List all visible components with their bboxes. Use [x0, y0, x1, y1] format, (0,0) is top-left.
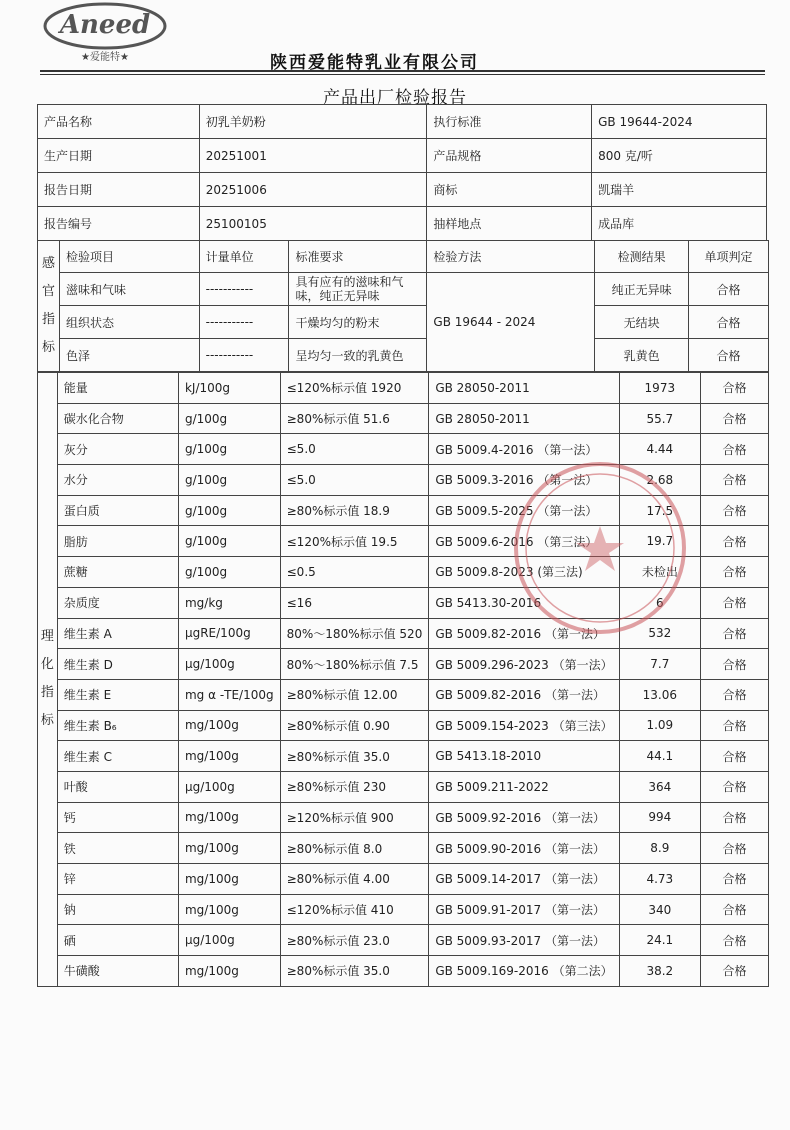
item-verdict: 合格 [701, 618, 769, 649]
item-verdict: 合格 [701, 526, 769, 557]
item-unit: mg α -TE/100g [178, 679, 280, 710]
table-row [38, 339, 769, 372]
item-method: GB 5009.5-2025 （第一法） [429, 495, 619, 526]
item-result: 17.5 [619, 495, 700, 526]
item-result: 340 [619, 894, 700, 925]
logo-wordmark: Aneed [59, 10, 151, 40]
table-row [38, 864, 769, 895]
item-result: 2.68 [619, 465, 700, 496]
item-name: 滋味和气味 [59, 273, 199, 306]
item-verdict: 合格 [701, 495, 769, 526]
item-unit: μg/100g [178, 771, 280, 802]
item-requirement: ≥80%标示值 18.9 [280, 495, 429, 526]
item-requirement: ≤120%标示值 410 [280, 894, 429, 925]
item-name: 水分 [57, 465, 178, 496]
item-unit: μgRE/100g [178, 618, 280, 649]
item-name: 维生素 D [57, 649, 178, 680]
item-result: 1973 [619, 373, 700, 404]
info-label: 商标 [427, 173, 592, 207]
table-row [38, 741, 769, 772]
table-row [38, 306, 769, 339]
item-requirement: ≥80%标示值 0.90 [280, 710, 429, 741]
table-row [38, 403, 769, 434]
item-name: 脂肪 [57, 526, 178, 557]
item-result: 无结块 [595, 306, 689, 339]
item-requirement: 呈均匀一致的乳黄色 [289, 339, 427, 372]
item-name: 铁 [57, 833, 178, 864]
item-result: 994 [619, 802, 700, 833]
item-unit: g/100g [178, 434, 280, 465]
item-name: 色泽 [59, 339, 199, 372]
item-method: GB 5009.3-2016 （第一法） [429, 465, 619, 496]
info-value: 800 克/听 [592, 139, 767, 173]
item-method: GB 28050-2011 [429, 373, 619, 404]
item-method: GB 5009.82-2016 （第一法） [429, 618, 619, 649]
item-verdict: 合格 [701, 802, 769, 833]
item-result: 1.09 [619, 710, 700, 741]
table-row [38, 649, 769, 680]
item-requirement: 具有应有的滋味和气味，纯正无异味 [289, 273, 427, 306]
table-row [38, 956, 769, 987]
item-result: 4.73 [619, 864, 700, 895]
item-name: 钙 [57, 802, 178, 833]
info-row [38, 105, 767, 139]
item-requirement: ≤5.0 [280, 434, 429, 465]
item-result: 55.7 [619, 403, 700, 434]
item-name: 钠 [57, 894, 178, 925]
header-rule-thin [40, 74, 765, 75]
item-name: 锌 [57, 864, 178, 895]
item-requirement: ≤16 [280, 587, 429, 618]
info-value: 20251001 [199, 139, 427, 173]
item-unit: mg/100g [178, 741, 280, 772]
info-label: 抽样地点 [427, 207, 592, 241]
item-verdict: 合格 [701, 956, 769, 987]
info-label: 报告日期 [38, 173, 200, 207]
item-name: 维生素 B₆ [57, 710, 178, 741]
item-requirement: ≥80%标示值 8.0 [280, 833, 429, 864]
table-row [38, 373, 769, 404]
physchem-section-label: 理化指标 [38, 373, 58, 987]
item-requirement: ≥80%标示值 51.6 [280, 403, 429, 434]
item-verdict: 合格 [701, 741, 769, 772]
item-method: GB 5413.30-2016 [429, 587, 619, 618]
item-name: 维生素 C [57, 741, 178, 772]
item-verdict: 合格 [689, 339, 769, 372]
item-requirement: ≥80%标示值 230 [280, 771, 429, 802]
item-unit: g/100g [178, 526, 280, 557]
item-unit: ----------- [199, 306, 289, 339]
product-info-table [37, 104, 767, 241]
item-result: 38.2 [619, 956, 700, 987]
item-unit: μg/100g [178, 649, 280, 680]
item-name: 组织状态 [59, 306, 199, 339]
sensory-section-label: 感官指标 [38, 241, 60, 372]
item-name: 维生素 A [57, 618, 178, 649]
item-verdict: 合格 [689, 306, 769, 339]
item-requirement: ≥80%标示值 4.00 [280, 864, 429, 895]
item-result: 8.9 [619, 833, 700, 864]
company-name: 陕西爱能特乳业有限公司 [270, 53, 479, 73]
item-requirement: ≥80%标示值 35.0 [280, 956, 429, 987]
item-name: 灰分 [57, 434, 178, 465]
table-row [38, 273, 769, 306]
item-requirement: 80%～180%标示值 7.5 [280, 649, 429, 680]
item-requirement: ≥80%标示值 35.0 [280, 741, 429, 772]
item-requirement: ≥80%标示值 23.0 [280, 925, 429, 956]
item-method: GB 5009.90-2016 （第一法） [429, 833, 619, 864]
item-result: 19.7 [619, 526, 700, 557]
table-row [38, 833, 769, 864]
item-unit: g/100g [178, 465, 280, 496]
item-unit: kJ/100g [178, 373, 280, 404]
item-unit: mg/100g [178, 710, 280, 741]
item-unit: mg/100g [178, 864, 280, 895]
info-label: 执行标准 [427, 105, 592, 139]
table-row [38, 802, 769, 833]
item-method: GB 5009.91-2017 （第一法） [429, 894, 619, 925]
item-result: 7.7 [619, 649, 700, 680]
item-method: GB 5413.18-2010 [429, 741, 619, 772]
item-unit: mg/100g [178, 802, 280, 833]
report-title: 产品出厂检验报告 [323, 88, 467, 108]
item-verdict: 合格 [701, 894, 769, 925]
header-result: 检测结果 [595, 241, 689, 273]
item-result: 364 [619, 771, 700, 802]
item-requirement: ≤120%标示值 19.5 [280, 526, 429, 557]
table-row [38, 679, 769, 710]
item-unit: μg/100g [178, 925, 280, 956]
item-verdict: 合格 [701, 587, 769, 618]
item-requirement: ≤0.5 [280, 557, 429, 588]
info-row [38, 173, 767, 207]
info-value: 20251006 [199, 173, 427, 207]
item-name: 碳水化合物 [57, 403, 178, 434]
item-unit: g/100g [178, 557, 280, 588]
item-method: GB 28050-2011 [429, 403, 619, 434]
item-requirement: ≥80%标示值 12.00 [280, 679, 429, 710]
item-method: GB 5009.6-2016 （第三法） [429, 526, 619, 557]
item-result: 44.1 [619, 741, 700, 772]
item-unit: ----------- [199, 339, 289, 372]
sensory-method: GB 19644 - 2024 [427, 273, 595, 372]
info-label: 生产日期 [38, 139, 200, 173]
item-method: GB 5009.296-2023 （第一法） [429, 649, 619, 680]
info-value: GB 19644-2024 [592, 105, 767, 139]
item-requirement: 干燥均匀的粉末 [289, 306, 427, 339]
item-name: 蛋白质 [57, 495, 178, 526]
sensory-table [37, 240, 769, 372]
item-method: GB 5009.14-2017 （第一法） [429, 864, 619, 895]
item-method: GB 5009.154-2023 （第三法） [429, 710, 619, 741]
item-verdict: 合格 [701, 557, 769, 588]
item-requirement: ≥120%标示值 900 [280, 802, 429, 833]
item-unit: g/100g [178, 495, 280, 526]
item-unit: mg/100g [178, 956, 280, 987]
item-unit: mg/kg [178, 587, 280, 618]
item-verdict: 合格 [701, 465, 769, 496]
item-name: 牛磺酸 [57, 956, 178, 987]
item-verdict: 合格 [689, 273, 769, 306]
item-verdict: 合格 [701, 434, 769, 465]
info-value: 初乳羊奶粉 [199, 105, 427, 139]
item-result: 纯正无异味 [595, 273, 689, 306]
logo-subtext: ★爱能特★ [81, 52, 129, 63]
info-label: 产品规格 [427, 139, 592, 173]
table-row [38, 925, 769, 956]
info-row [38, 139, 767, 173]
item-name: 能量 [57, 373, 178, 404]
table-row [38, 710, 769, 741]
header-verdict: 单项判定 [689, 241, 769, 273]
item-method: GB 5009.169-2016 （第二法） [429, 956, 619, 987]
item-verdict: 合格 [701, 771, 769, 802]
company-logo [40, 0, 170, 66]
header-rule [40, 70, 765, 72]
item-unit: mg/100g [178, 894, 280, 925]
item-requirement: ≤120%标示值 1920 [280, 373, 429, 404]
info-value: 25100105 [199, 207, 427, 241]
item-verdict: 合格 [701, 925, 769, 956]
item-method: GB 5009.93-2017 （第一法） [429, 925, 619, 956]
item-method: GB 5009.92-2016 （第一法） [429, 802, 619, 833]
item-verdict: 合格 [701, 649, 769, 680]
item-verdict: 合格 [701, 373, 769, 404]
table-row [38, 771, 769, 802]
table-row [38, 894, 769, 925]
item-result: 6 [619, 587, 700, 618]
item-unit: g/100g [178, 403, 280, 434]
item-name: 维生素 E [57, 679, 178, 710]
item-method: GB 5009.211-2022 [429, 771, 619, 802]
item-name: 叶酸 [57, 771, 178, 802]
info-label: 报告编号 [38, 207, 200, 241]
item-requirement: ≤5.0 [280, 465, 429, 496]
info-value: 成品库 [592, 207, 767, 241]
item-name: 杂质度 [57, 587, 178, 618]
info-value: 凯瑞羊 [592, 173, 767, 207]
item-verdict: 合格 [701, 710, 769, 741]
item-verdict: 合格 [701, 679, 769, 710]
header-item: 检验项目 [59, 241, 199, 273]
info-row [38, 207, 767, 241]
header-requirement: 标准要求 [289, 241, 427, 273]
item-unit: ----------- [199, 273, 289, 306]
item-method: GB 5009.82-2016 （第一法） [429, 679, 619, 710]
info-label: 产品名称 [38, 105, 200, 139]
item-result: 未检出 [619, 557, 700, 588]
header-unit: 计量单位 [199, 241, 289, 273]
item-verdict: 合格 [701, 833, 769, 864]
item-name: 蔗糖 [57, 557, 178, 588]
item-verdict: 合格 [701, 403, 769, 434]
item-requirement: 80%～180%标示值 520 [280, 618, 429, 649]
item-verdict: 合格 [701, 864, 769, 895]
item-method: GB 5009.4-2016 （第一法） [429, 434, 619, 465]
item-method: GB 5009.8-2023 (第三法) [429, 557, 619, 588]
header-method: 检验方法 [427, 241, 595, 273]
item-result: 532 [619, 618, 700, 649]
item-result: 乳黄色 [595, 339, 689, 372]
item-result: 24.1 [619, 925, 700, 956]
item-result: 13.06 [619, 679, 700, 710]
item-result: 4.44 [619, 434, 700, 465]
item-unit: mg/100g [178, 833, 280, 864]
company-seal [508, 456, 693, 641]
item-name: 硒 [57, 925, 178, 956]
